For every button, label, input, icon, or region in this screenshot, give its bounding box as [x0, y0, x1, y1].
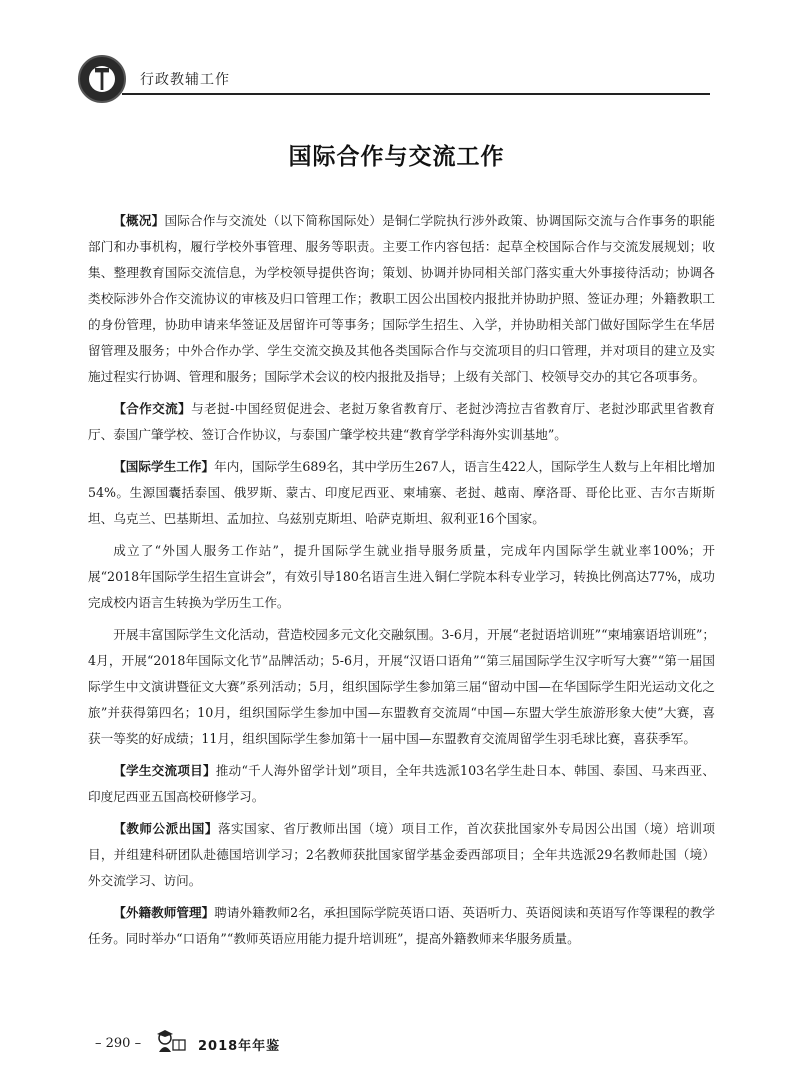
header-rule [122, 93, 710, 95]
article-body [88, 208, 715, 958]
paragraph-teachers-abroad: 【教师公派出国】落实国家、省厅教师出国（境）项目工作，首次获批国家外专局因公出国（境）培训项目，并组建科研团队赴德国培训学习；2名教师获批国家留学基金委西部项目；全年共选派29名教师赴国（境）外交流学习、访问。 [88, 821, 715, 888]
scholar-decoration-icon [155, 1028, 189, 1054]
paragraph-student-exchange: 【学生交流项目】推动“千人海外留学计划”项目，全年共选派103名学生赴日本、韩国、泰国、马来西亚、印度尼西亚五国高校研修学习。 [88, 763, 715, 804]
paragraph-international-students: 【国际学生工作】年内，国际学生689名，其中学历生267人，语言生422人，国际学生人数与上年相比增加54%。生源国囊括泰国、俄罗斯、蒙古、印度尼西亚、柬埔寨、老挝、越南、摩洛哥、哥伦比亚、吉尔吉斯斯坦、乌克兰、巴基斯坦、孟加拉、乌兹别克斯坦、哈萨克斯坦、叙利亚16个国家。 [88, 459, 715, 526]
section-title: 行政教辅工作 [140, 72, 230, 88]
page-number: – 290 – [95, 1036, 142, 1051]
paragraph-cooperation: 【合作交流】与老挝-中国经贸促进会、老挝万象省教育厅、老挝沙湾拉吉省教育厅、老挝沙耶武里省教育厅、泰国广肇学校、签订合作协议，与泰国广肇学校共建“教育学学科海外实训基地”。 [88, 401, 716, 442]
paragraph-overview: 【概况】国际合作与交流处（以下简称国际处）是铜仁学院执行涉外政策、协调国际交流与合作事务的职能部门和办事机构，履行学校外事管理、服务等职责。主要工作内容包括：起草全校国际合作与交流发展规划；收集、整理教育国际交流信息，为学校领导提供咨询；策划、协调并协同相关部门落实重大外事接待活动；协调各类校际涉外合作交流协议的审核及归口管理工作；教职工因公出国校内报批并协助护照、签证办理；外籍教职工的身份管理，协助申请来华签证及居留许可等事务；国际学生招生、入学，并协助相关部门做好国际学生在华居留管理及服务；中外合作办学、学生交流交换及其他各类国际合作与交流项目的归口管理，并对项目的建立及实施过程实行协调、管理和服务；国际学术会议的校内报批及指导；上级有关部门、校领导交办的其它各项事务。 [88, 213, 716, 384]
page-title: 国际合作与交流工作 [288, 144, 505, 170]
paragraph-cultural-activities: 开展丰富国际学生文化活动，营造校园多元文化交融氛围。3-6月，开展“老挝语培训班”“柬埔寨语培训班”；4月，开展“2018年国际文化节”品牌活动；5-6月，开展“汉语口语角”“第三届国际学生汉字听写大赛”“第一届国际学生中文演讲暨征文大赛”系列活动；5月，组织国际学生参加第三届“留动中国—在华国际学生阳光运动文化之旅”并获得第四名；10月，组织国际学生参加中国—东盟教育交流周“中国—东盟大学生旅游形象大使”大赛，喜获一等奖的好成绩；11月，组织国际学生参加第十一届中国—东盟教育交流周留学生羽毛球比赛，喜获季军。 [88, 627, 715, 746]
university-seal-logo [78, 55, 126, 103]
paragraph-foreign-teachers: 【外籍教师管理】聘请外籍教师2名，承担国际学院英语口语、英语听力、英语阅读和英语写作等课程的教学任务。同时举办“口语角”“教师英语应用能力提升培训班”，提高外籍教师来华服务质量。 [88, 905, 716, 946]
paragraph-service-station: 成立了“外国人服务工作站”，提升国际学生就业指导服务质量，完成年内国际学生就业率100%；开展“2018年国际学生招生宣讲会”，有效引导180名语言生进入铜仁学院本科专业学习，转换比例高达77%，成功完成校内语言生转换为学历生工作。 [88, 543, 715, 610]
page-footer [95, 1028, 395, 1058]
running-header [70, 55, 710, 95]
yearbook-label: 2018年年鉴 [198, 1039, 281, 1054]
